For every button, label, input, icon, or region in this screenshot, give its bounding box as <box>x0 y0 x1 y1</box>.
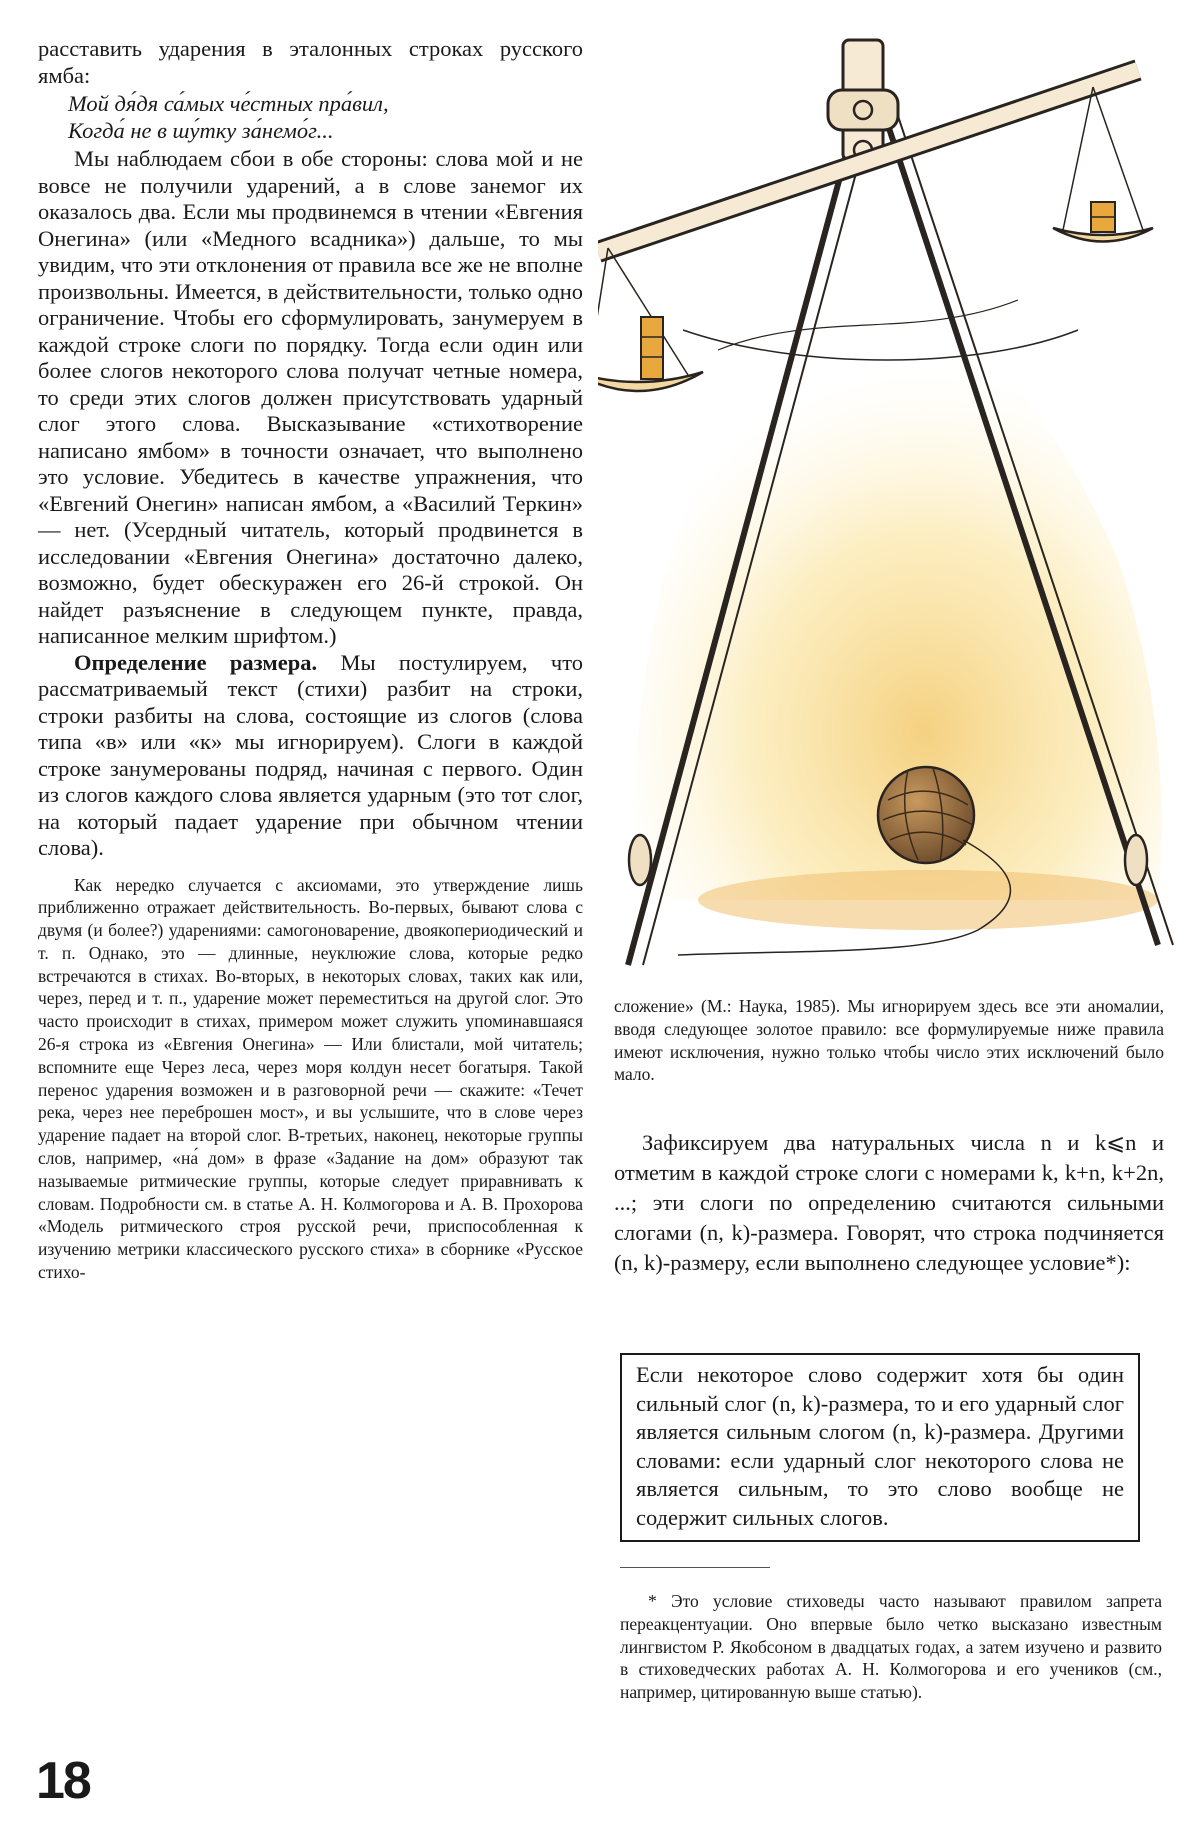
small-print-note: Как нередко случается с аксиомами, это утверждение лишь приближенно отражает действительность. Во-первых, бывают слова с двумя (и более?) ударениями: самогоноварение, двоякопериодический и т. п. Однако, это — длинные, неуклюжие слова, которые редко встречаются в стихах. Во-вторых, в некоторых словах, таких как или, через, перед и т. п., ударение может переместиться на другой слог. Это часто происходит в стихах, примером может служить упоминавшаяся 26-я строка из «Евгения Онегина» — Или блистали, мой читатель; вспомните еще Через леса, через моря колдун несет богатыря. Такой перенос ударения возможен и в разговорной речи — скажите: «Течет река, через нее переброшен мост», и вы услышите, что в слове через ударение падает на второй слог. В-третьих, наконец, некоторые группы слов, например, «на́ дом» в фразе «Задание на дом» образуют так называемые ритмические группы, которые следует приравнивать к словам. Подробности см. в статье А. Н. Колмогорова и А. В. Прохорова «Модель ритмического строя русской речи, приспособленная к изучению метрики классического русского стиха» в сборнике «Русское стихо- <box>38 874 583 1283</box>
verse-quote <box>38 91 583 144</box>
rule-box <box>620 1353 1140 1542</box>
paragraph-definition <box>38 650 583 862</box>
small-print-continuation-text: сложение» (М.: Наука, 1985). Мы игнорируем здесь все эти аномалии, вводя следующее золотое правило: все формулируемые ниже правила имеют исключения, нужно только чтобы число этих исключений было мало. <box>614 996 1164 1085</box>
right-column <box>614 1128 1164 1278</box>
left-weight <box>641 317 663 379</box>
verse-line: Мой дя́дя са́мых че́стных пра́вил, <box>68 91 389 116</box>
yarn-ball <box>878 767 974 863</box>
footnote-text: * Это условие стиховеды часто называют правилом запрета переакцентуации. Оно впервые было четко высказано известным лингвистом Р. Якобсоном в двадцатых годах, а затем изучено и развито в стиховедческих работах А. Н. Колмогорова и его учеников (см., например, цитированную выше статью). <box>620 1591 1162 1703</box>
footnote-divider <box>620 1567 770 1568</box>
definition-text: Мы постулируем, что рассматриваемый текст (стихи) разбит на строки, строки разбиты на слова, состоящие из слогов (слова типа «в» или «к» мы игнорируем). Слоги в каждой строке занумерованы подряд, начиная с первого. Один из слогов каждого слова является ударным (это тот слог, на который падает ударение при обычном чтении слова). <box>38 649 584 860</box>
paragraph-fixation: Зафиксируем два натуральных числа n и k⩽n и отметим в каждой строке слоги с номерами k, k+n, k+2n, ...; эти слоги по определению считаются сильными слогами (n, k)-размера. Говорят, что строка подчиняется (n, k)-размеру, если выполнено следующее условие*): <box>614 1130 1164 1275</box>
paragraph-iamb: Мы наблюдаем сбои в обе стороны: слова мой и не вовсе не получили ударений, а в слове занемог их оказалось два. Если мы продвинемся в чтении «Евгения Онегина» (или «Медного всадника») дальше, то мы увидим, что эти отклонения от правила все же не вполне произвольны. Имеется, в действительности, только одно ограничение. Чтобы его сформулировать, занумеруем в каждой строке слоги по порядку. Тогда если один или более слогов некоторого слова получат четные номера, то среди этих слогов должен присутствовать ударный слог этого слова. Высказывание «стихотворение написано ямбом» в точности означает, что выполнено это условие. Убедитесь в качестве упражнения, что «Евгений Онегин» написан ямбом, а «Василий Теркин» — нет. (Усердный читатель, который продвинется в исследовании «Евгения Онегина» достаточно далеко, возможно, будет обескуражен его 26-й строкой. Он найдет разъяснение в следующем пункте, правда, написанное мелким шрифтом.) <box>38 146 583 648</box>
small-print-continuation <box>614 995 1164 1086</box>
rule-text: Если некоторое слово содержит хотя бы один сильный слог (n, k)-размера, то и его ударный слог является сильным слогом (n, k)-размера. Другими словами: если ударный слог некоторого слова не является сильным, то это слово вообще не содержит сильных слогов. <box>636 1362 1124 1530</box>
footnote <box>620 1590 1162 1704</box>
verse-line: Когда́ не в шу́тку за́немо́г... <box>68 117 334 143</box>
definition-heading: Определение размера. <box>74 649 318 675</box>
scale-illustration <box>598 0 1200 985</box>
intro-text: расставить ударения в эталонных строках русского ямба: <box>38 36 583 88</box>
left-column <box>38 36 583 1284</box>
page-number: 18 <box>36 1752 90 1810</box>
